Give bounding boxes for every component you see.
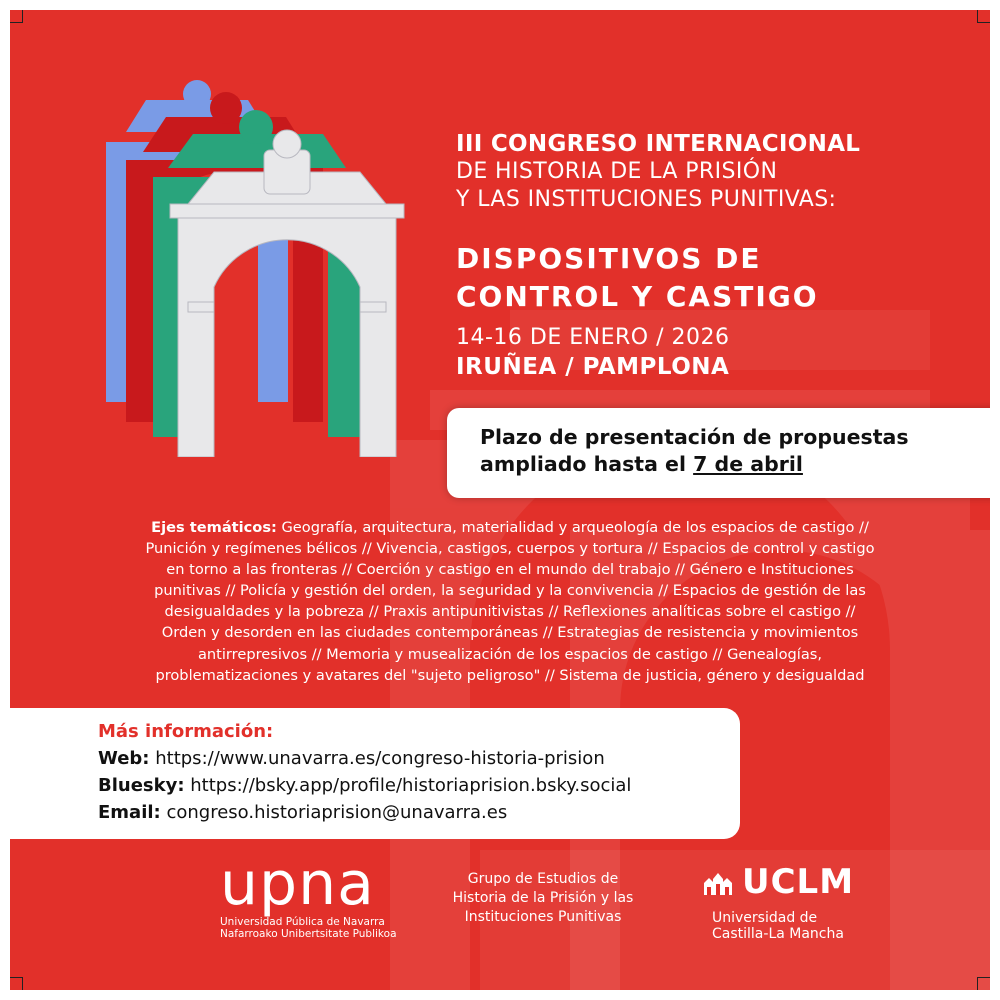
title-line: Y LAS INSTITUCIONES PUNITIVAS: (456, 187, 837, 212)
group-line: Grupo de Estudios de (467, 871, 619, 887)
deadline-date: 7 de abril (693, 452, 803, 476)
congress-subtitle (456, 240, 819, 316)
event-city: IRUÑEA / PAMPLONA (456, 354, 730, 380)
upna-name-basque: Nafarroako Unibertsitate Publikoa (220, 928, 397, 940)
more-info-box (10, 708, 740, 839)
uclm-logo-icon (700, 869, 736, 899)
more-info-heading: Más información: (98, 721, 274, 742)
deadline-box (447, 408, 990, 498)
axes-line (30, 517, 990, 538)
uclm-wordmark: UCLM (742, 862, 855, 902)
crop-mark (977, 10, 990, 23)
uclm-logo-block (700, 862, 854, 942)
web-label: Web: (98, 748, 150, 769)
title-line: III CONGRESO INTERNACIONAL (456, 131, 861, 157)
axes-line: Punición y regímenes bélicos // Vivencia, castigos, cuerpos y tortura // Espacios de control y castigo (145, 540, 875, 558)
congress-title (456, 130, 860, 214)
email-row (98, 802, 507, 823)
uclm-name: Castilla-La Mancha (712, 926, 844, 942)
crop-mark (10, 10, 23, 23)
axes-line: Orden y desorden en las ciudades contemporáneas // Estrategias de resistencia y movimientos (161, 624, 859, 642)
upna-logo-block (220, 849, 397, 940)
subtitle-line: CONTROL Y CASTIGO (456, 280, 819, 313)
web-row (98, 748, 605, 769)
deadline-line (480, 451, 909, 478)
axes-line: problematizaciones y avatares del "sujeto peligroso" // Sistema de justicia, género y desigualdad (155, 666, 865, 684)
group-line: Historia de la Prisión y las (452, 890, 634, 906)
web-link[interactable]: https://www.unavarra.es/congreso-historia-prision (149, 748, 605, 769)
deadline-text (480, 424, 909, 478)
bluesky-row (98, 775, 631, 796)
axes-line: punitivas // Policía y gestión del orden, la seguridad y la convivencia // Espacios de gestión de las (154, 582, 866, 600)
subtitle-line: DISPOSITIVOS DE (456, 242, 762, 275)
email-link[interactable]: congreso.historiaprision@unavarra.es (160, 802, 508, 823)
axes-first-line: Geografía, arquitectura, materialidad y arqueología de los espacios de castigo // (276, 519, 869, 536)
research-group (431, 870, 655, 927)
title-line: DE HISTORIA DE LA PRISIÓN (456, 159, 778, 184)
thematic-axes (30, 517, 990, 686)
arch-illustration (98, 72, 408, 457)
deadline-line: Plazo de presentación de propuestas (480, 425, 909, 449)
email-label: Email: (98, 802, 161, 823)
uclm-logo (700, 862, 854, 902)
crop-mark (10, 977, 23, 990)
axes-heading: Ejes temáticos: (151, 519, 277, 536)
upna-logo: upna (220, 849, 375, 919)
uclm-name: Universidad de (712, 910, 818, 926)
bluesky-label: Bluesky: (98, 775, 185, 796)
group-line: Instituciones Punitivas (464, 909, 622, 925)
upna-name: Universidad Pública de Navarra (220, 916, 385, 928)
axes-line: en torno a las fronteras // Coerción y castigo en el mundo del trabajo // Género e Instituciones (166, 561, 854, 579)
axes-line: antirrepresivos // Memoria y musealización de los espacios de castigo // Genealogías, (197, 645, 823, 663)
crop-mark (977, 977, 990, 990)
bluesky-link[interactable]: https://bsky.app/profile/historiaprision.bsky.social (184, 775, 632, 796)
event-dates: 14-16 DE ENERO / 2026 (456, 325, 730, 350)
poster (10, 10, 990, 990)
deadline-prefix: ampliado hasta el (480, 452, 694, 476)
axes-line: desigualdades y la pobreza // Praxis antipunitivistas // Reflexiones analíticas sobre el castigo // (164, 603, 856, 621)
